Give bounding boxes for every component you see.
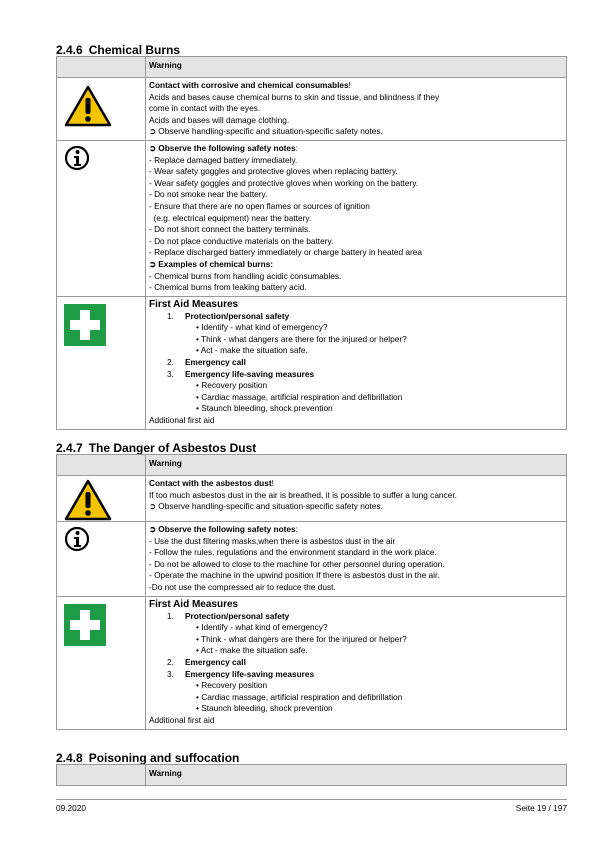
section-heading-2-4-7 <box>56 441 256 455</box>
list-label: Emergency call <box>185 357 246 368</box>
first-aid-icon-cell <box>57 596 146 729</box>
info-line: - Do not place conductive materials on the battery. <box>149 235 334 246</box>
info-line: - Do not smoke near the battery. <box>149 189 268 200</box>
list-subitem: • Staunch bleeding, shock prevention <box>196 403 333 414</box>
warning-line: ➲ Observe handling-specific and situation-specific safety notes. <box>149 501 383 512</box>
warning-line: Acids and bases will damage clothing. <box>149 114 290 125</box>
warning-bold: Contact with corrosive and chemical consumables <box>149 80 349 90</box>
warning-text-cell <box>146 476 567 522</box>
warning-icon-cell <box>57 476 146 522</box>
list-label: Protection/personal safety <box>185 310 290 321</box>
info-line: - Replace discharged battery immediately or charge battery in heated area <box>149 247 423 258</box>
first-aid-footer: Additional first aid <box>149 714 215 725</box>
first-aid-cross-icon <box>64 304 106 346</box>
info-line: - Operate the machine in the upwind position If there is asbestos dust in the air. <box>149 570 440 581</box>
warning-line: Acids and bases cause chemical burns to skin and tissue, and blindness if they <box>149 91 440 102</box>
info-bold: ➲ Observe the following safety notes <box>149 142 296 153</box>
header-empty-cell <box>57 455 146 476</box>
section-heading-2-4-8 <box>56 751 239 765</box>
first-aid-text-cell <box>146 296 567 429</box>
list-subitem: • Identify - what kind of emergency? <box>196 322 328 333</box>
header-empty-cell <box>57 57 146 78</box>
info-line: - Chemical burns from handling acidic consumables. <box>149 270 342 281</box>
footer-page-number: Seite 19 / 197 <box>515 803 567 813</box>
info-bold-2: ➲ Examples of chemical burns: <box>149 258 274 269</box>
warning-bold-suffix: ! <box>348 80 351 90</box>
warning-icon-cell <box>57 78 146 141</box>
list-subitem: • Think - what dangers are there for the injured or helper? <box>196 633 407 644</box>
warning-bold: Contact with the asbestos dust <box>149 478 272 488</box>
table-header-warning: Warning <box>146 455 567 476</box>
safety-table-asbestos <box>56 454 567 730</box>
list-subitem: • Recovery position <box>196 380 268 391</box>
list-label: Emergency life-saving measures <box>185 668 315 679</box>
list-number: 2. <box>167 656 174 667</box>
info-icon <box>65 526 89 552</box>
safety-table-poisoning <box>56 764 567 786</box>
info-icon-cell <box>57 522 146 597</box>
info-line: - Do not short connect the battery terminals. <box>149 224 311 235</box>
info-line: - Use the dust filtering masks,when there is asbestos dust in the air <box>149 535 396 546</box>
first-aid-footer: Additional first aid <box>149 415 215 426</box>
info-bold-suffix: : <box>295 142 298 153</box>
list-subitem: • Cardiac massage, artificial respiration and defibrillation <box>196 691 403 702</box>
info-line: - Wear safety goggles and protective gloves when working on the battery. <box>149 177 419 188</box>
warning-bold-suffix: ! <box>271 478 274 488</box>
first-aid-text-cell <box>146 596 567 729</box>
footer-divider <box>56 799 567 800</box>
warning-text-cell <box>146 78 567 141</box>
table-header-warning: Warning <box>146 57 567 78</box>
first-aid-title: First Aid Measures <box>149 298 239 310</box>
info-line: - Replace damaged battery immediately. <box>149 154 298 165</box>
header-empty-cell <box>57 765 146 786</box>
list-number: 3. <box>167 368 174 379</box>
warning-line: come in contact with the eyes. <box>149 103 261 114</box>
info-line: - Chemical burns from leaking battery acid. <box>149 282 307 293</box>
info-text-cell <box>146 140 567 296</box>
list-number: 3. <box>167 668 174 679</box>
section-number: 2.4.8 <box>56 751 83 765</box>
info-line: - Follow the rules, regulations and the environment standard in the work place. <box>149 547 437 558</box>
info-text-cell <box>146 522 567 597</box>
list-subitem: • Staunch bleeding, shock prevention <box>196 703 333 714</box>
info-icon-cell <box>57 140 146 296</box>
list-subitem: • Recovery position <box>196 680 268 691</box>
warning-line: If too much asbestos dust in the air is breathed, it is possible to suffer a lung cancer. <box>149 489 457 500</box>
section-number: 2.4.6 <box>56 43 83 57</box>
table-header-warning: Warning <box>146 765 567 786</box>
info-line: (e.g. electrical equipment) near the battery. <box>149 212 312 223</box>
warning-triangle-icon <box>64 85 112 127</box>
info-bold: ➲ Observe the following safety notes <box>149 524 296 534</box>
section-title: The Danger of Asbestos Dust <box>88 441 257 455</box>
list-subitem: • Think - what dangers are there for the injured or helper? <box>196 333 407 344</box>
list-number: 1. <box>167 610 174 621</box>
list-number: 2. <box>167 357 174 368</box>
list-label: Protection/personal safety <box>185 610 290 621</box>
info-bold-suffix: : <box>295 524 298 534</box>
info-line: - Do not be allowed to close to the machine for other personnel during operation. <box>149 558 445 569</box>
list-subitem: • Act - make the situation safe. <box>196 345 308 356</box>
list-number: 1. <box>167 310 174 321</box>
first-aid-icon-cell <box>57 296 146 429</box>
list-label: Emergency call <box>185 656 246 667</box>
list-subitem: • Act - make the situation safe. <box>196 645 308 656</box>
safety-table-chemical-burns <box>56 56 567 430</box>
list-label: Emergency life-saving measures <box>185 368 315 379</box>
list-subitem: • Identify - what kind of emergency? <box>196 622 328 633</box>
info-line: - Wear safety goggles and protective gloves when replacing battery. <box>149 166 398 177</box>
first-aid-cross-icon <box>64 604 106 646</box>
section-heading-2-4-6 <box>56 43 180 57</box>
info-line: -Do not use the compressed air to reduce the dust. <box>149 581 336 592</box>
first-aid-title: First Aid Measures <box>149 598 239 610</box>
footer-date: 09.2020 <box>56 803 86 813</box>
warning-line: ➲ Observe handling-specific and situation-specific safety notes. <box>149 126 383 137</box>
section-title: Chemical Burns <box>88 43 181 57</box>
info-icon <box>65 145 89 171</box>
info-line: - Ensure that there are no open flames or sources of ignition <box>149 200 370 211</box>
list-subitem: • Cardiac massage, artificial respiration and defibrillation <box>196 391 403 402</box>
section-title: Poisoning and suffocation <box>88 751 240 765</box>
warning-triangle-icon <box>64 479 112 521</box>
section-number: 2.4.7 <box>56 441 83 455</box>
